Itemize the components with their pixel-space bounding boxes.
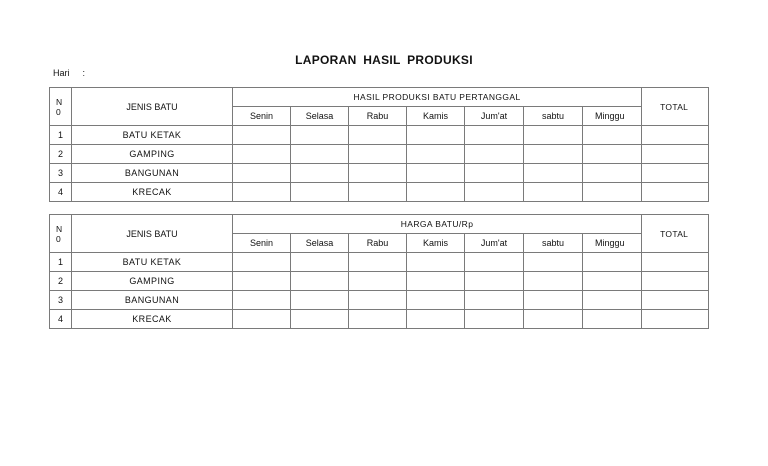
jenis-batu-cell: GAMPING <box>72 145 233 164</box>
value-cell[interactable] <box>233 164 291 183</box>
value-cell[interactable] <box>465 253 524 272</box>
value-cell[interactable] <box>465 291 524 310</box>
value-cell[interactable] <box>349 291 407 310</box>
header-row <box>50 215 709 234</box>
jenis-batu-cell: BATU KETAK <box>72 253 233 272</box>
value-cell[interactable] <box>465 164 524 183</box>
table-row <box>50 253 709 272</box>
value-cell[interactable] <box>465 126 524 145</box>
value-cell[interactable] <box>407 253 465 272</box>
table-row <box>50 164 709 183</box>
value-cell[interactable] <box>583 310 642 329</box>
value-cell[interactable] <box>233 253 291 272</box>
value-cell[interactable] <box>524 310 583 329</box>
day-header: Jum'at <box>465 234 524 253</box>
value-cell[interactable] <box>583 145 642 164</box>
day-header: sabtu <box>524 107 583 126</box>
value-cell[interactable] <box>291 164 349 183</box>
no-header-bottom: 0 <box>56 106 61 117</box>
total-cell[interactable] <box>642 145 709 164</box>
value-cell[interactable] <box>583 126 642 145</box>
no-header-top: N <box>56 223 63 234</box>
day-header: Kamis <box>407 107 465 126</box>
production-table <box>49 87 709 202</box>
row-number: 3 <box>50 291 72 310</box>
value-cell[interactable] <box>583 291 642 310</box>
hari-colon: : <box>82 68 86 78</box>
no-header <box>50 88 72 126</box>
value-cell[interactable] <box>291 291 349 310</box>
value-cell[interactable] <box>349 126 407 145</box>
table-row <box>50 291 709 310</box>
header-row <box>50 88 709 107</box>
jenis-batu-cell: KRECAK <box>72 310 233 329</box>
total-cell[interactable] <box>642 291 709 310</box>
day-header: Jum'at <box>465 107 524 126</box>
day-header: Rabu <box>349 234 407 253</box>
value-cell[interactable] <box>407 291 465 310</box>
total-cell[interactable] <box>642 164 709 183</box>
jenis-batu-header: JENIS BATU <box>72 88 233 126</box>
value-cell[interactable] <box>465 145 524 164</box>
value-cell[interactable] <box>583 164 642 183</box>
value-cell[interactable] <box>291 272 349 291</box>
value-cell[interactable] <box>407 145 465 164</box>
value-cell[interactable] <box>291 145 349 164</box>
jenis-batu-cell: BANGUNAN <box>72 164 233 183</box>
value-cell[interactable] <box>407 126 465 145</box>
value-cell[interactable] <box>233 291 291 310</box>
total-cell[interactable] <box>642 126 709 145</box>
jenis-batu-cell: BANGUNAN <box>72 291 233 310</box>
value-cell[interactable] <box>233 310 291 329</box>
day-header: Minggu <box>583 234 642 253</box>
value-cell[interactable] <box>465 272 524 291</box>
value-cell[interactable] <box>583 183 642 202</box>
price-table <box>49 214 709 329</box>
total-cell[interactable] <box>642 253 709 272</box>
page-title: LAPORAN HASIL PRODUKSI <box>295 53 473 67</box>
value-cell[interactable] <box>349 183 407 202</box>
jenis-batu-cell: KRECAK <box>72 183 233 202</box>
row-number: 1 <box>50 253 72 272</box>
value-cell[interactable] <box>407 164 465 183</box>
day-header: Senin <box>233 107 291 126</box>
value-cell[interactable] <box>407 310 465 329</box>
table-row <box>50 272 709 291</box>
day-header: Selasa <box>291 234 349 253</box>
table-row <box>50 310 709 329</box>
no-header-bottom: 0 <box>56 233 61 244</box>
value-cell[interactable] <box>524 291 583 310</box>
value-cell[interactable] <box>583 272 642 291</box>
value-cell[interactable] <box>465 310 524 329</box>
row-number: 2 <box>50 145 72 164</box>
day-header: Minggu <box>583 107 642 126</box>
value-cell[interactable] <box>233 272 291 291</box>
total-cell[interactable] <box>642 272 709 291</box>
row-number: 3 <box>50 164 72 183</box>
value-cell[interactable] <box>233 126 291 145</box>
jenis-batu-cell: GAMPING <box>72 272 233 291</box>
value-cell[interactable] <box>407 272 465 291</box>
no-header <box>50 215 72 253</box>
table-row <box>50 145 709 164</box>
total-cell[interactable] <box>642 310 709 329</box>
value-cell[interactable] <box>524 145 583 164</box>
hari-label: Hari <box>53 68 70 78</box>
value-cell[interactable] <box>524 126 583 145</box>
group-header: HASIL PRODUKSI BATU PERTANGGAL <box>233 88 642 107</box>
day-header: Rabu <box>349 107 407 126</box>
value-cell[interactable] <box>291 183 349 202</box>
row-number: 1 <box>50 126 72 145</box>
jenis-batu-cell: BATU KETAK <box>72 126 233 145</box>
no-header-top: N <box>56 96 63 107</box>
value-cell[interactable] <box>291 253 349 272</box>
value-cell[interactable] <box>583 253 642 272</box>
value-cell[interactable] <box>233 145 291 164</box>
row-number: 2 <box>50 272 72 291</box>
hari-field <box>53 68 85 78</box>
total-header: TOTAL <box>642 88 709 126</box>
value-cell[interactable] <box>349 253 407 272</box>
value-cell[interactable] <box>291 310 349 329</box>
value-cell[interactable] <box>349 145 407 164</box>
value-cell[interactable] <box>465 183 524 202</box>
value-cell[interactable] <box>524 183 583 202</box>
row-number: 4 <box>50 183 72 202</box>
value-cell[interactable] <box>291 126 349 145</box>
value-cell[interactable] <box>349 310 407 329</box>
value-cell[interactable] <box>349 272 407 291</box>
table-row <box>50 126 709 145</box>
day-header: Kamis <box>407 234 465 253</box>
value-cell[interactable] <box>524 253 583 272</box>
day-header: sabtu <box>524 234 583 253</box>
value-cell[interactable] <box>233 183 291 202</box>
jenis-batu-header: JENIS BATU <box>72 215 233 253</box>
total-header: TOTAL <box>642 215 709 253</box>
row-number: 4 <box>50 310 72 329</box>
table-row <box>50 183 709 202</box>
total-cell[interactable] <box>642 183 709 202</box>
group-header: HARGA BATU/Rp <box>233 215 642 234</box>
day-header: Selasa <box>291 107 349 126</box>
day-header: Senin <box>233 234 291 253</box>
value-cell[interactable] <box>407 183 465 202</box>
value-cell[interactable] <box>524 272 583 291</box>
value-cell[interactable] <box>524 164 583 183</box>
value-cell[interactable] <box>349 164 407 183</box>
